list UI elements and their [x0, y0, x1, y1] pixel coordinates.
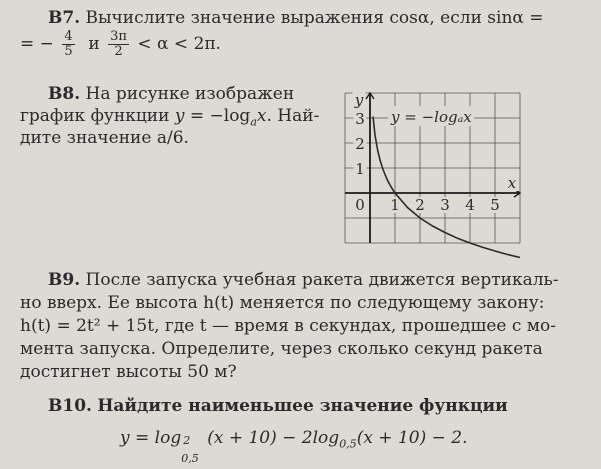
y-tick-label: 3 [355, 110, 365, 128]
b9-text-5: достигнет высоты 50 м? [20, 362, 237, 382]
b9-line1 [48, 270, 559, 290]
b9-text-2: но вверх. Ее высота h(t) меняется по следующему закону: [20, 293, 545, 313]
graph-annotation: y = −logₐx [391, 108, 472, 126]
y-tick-label: 2 [355, 135, 365, 153]
b7-fraction-2 [108, 30, 129, 59]
b10-formula-c: (x + 10) − 2. [356, 428, 468, 448]
b8-text-2a: график функции [20, 106, 175, 126]
b7-fraction-1 [62, 30, 74, 59]
b8-func-x: x [256, 106, 267, 126]
b7-and: и [88, 34, 100, 54]
b10-sub1: 0,5 [181, 452, 199, 465]
x-axis-label: x [507, 174, 517, 192]
b10-formula-b: (x + 10) − 2log [207, 428, 340, 448]
b9-line4 [20, 339, 543, 359]
b10-formula [120, 428, 468, 465]
x-tick-label: 1 [390, 196, 400, 214]
b9-text-3: h(t) = 2t² + 15t, где t — время в секундах, прошедшее с мо- [20, 316, 556, 336]
b8-func-base: a [250, 115, 257, 129]
y-tick-label: 1 [355, 160, 365, 178]
b8-func-y: y [174, 106, 185, 126]
b7-label: В7. [48, 8, 81, 28]
b8-text-2b: . Най- [266, 106, 320, 126]
b8-text-1: На рисунке изображен [85, 84, 295, 104]
y-axis-label: y [354, 91, 364, 109]
b9-text-1: После запуска учебная ракета движется вертикаль- [85, 270, 559, 290]
x-tick-label: 3 [440, 196, 450, 214]
x-tick-label: 2 [415, 196, 425, 214]
b7-frac1-den: 5 [64, 44, 73, 59]
x-tick-label: 4 [465, 196, 475, 214]
b8-label: В8. [48, 84, 81, 104]
b7-minus: = − [20, 34, 54, 54]
b8-text-3: дите значение a/6. [20, 128, 189, 148]
b7-frac1-num: 4 [64, 29, 73, 44]
x-tick-label: 5 [490, 196, 500, 214]
b9-text-4: мента запуска. Определите, через сколько секунд ракета [20, 339, 543, 359]
b7-inequality: < α < 2π. [137, 34, 221, 54]
b9-label: В9. [48, 270, 81, 290]
b10-sub2: 0,5 [339, 437, 357, 451]
b8-line1 [48, 84, 294, 104]
b9-line5 [20, 362, 237, 382]
b10-sup: 2 [183, 434, 191, 447]
b9-line3 [20, 316, 556, 336]
b10-line1 [48, 396, 508, 416]
b7-line2 [20, 30, 221, 59]
b8-line3 [20, 128, 189, 148]
b8-func-eq: = −log [184, 106, 251, 126]
b7-line1 [48, 8, 544, 28]
b10-text: Найдите наименьшее значение функции [97, 396, 508, 416]
b7-frac2-num: 3π [110, 29, 127, 44]
b10-formula-a: y = log [120, 428, 182, 448]
b10-label: В10. [48, 396, 92, 416]
b9-line2 [20, 293, 544, 313]
b7-frac2-den: 2 [114, 44, 123, 59]
b7-text: Вычислите значение выражения cosα, если sinα = [85, 8, 544, 28]
function-graph [328, 83, 530, 263]
x-tick-label: 0 [355, 196, 365, 214]
